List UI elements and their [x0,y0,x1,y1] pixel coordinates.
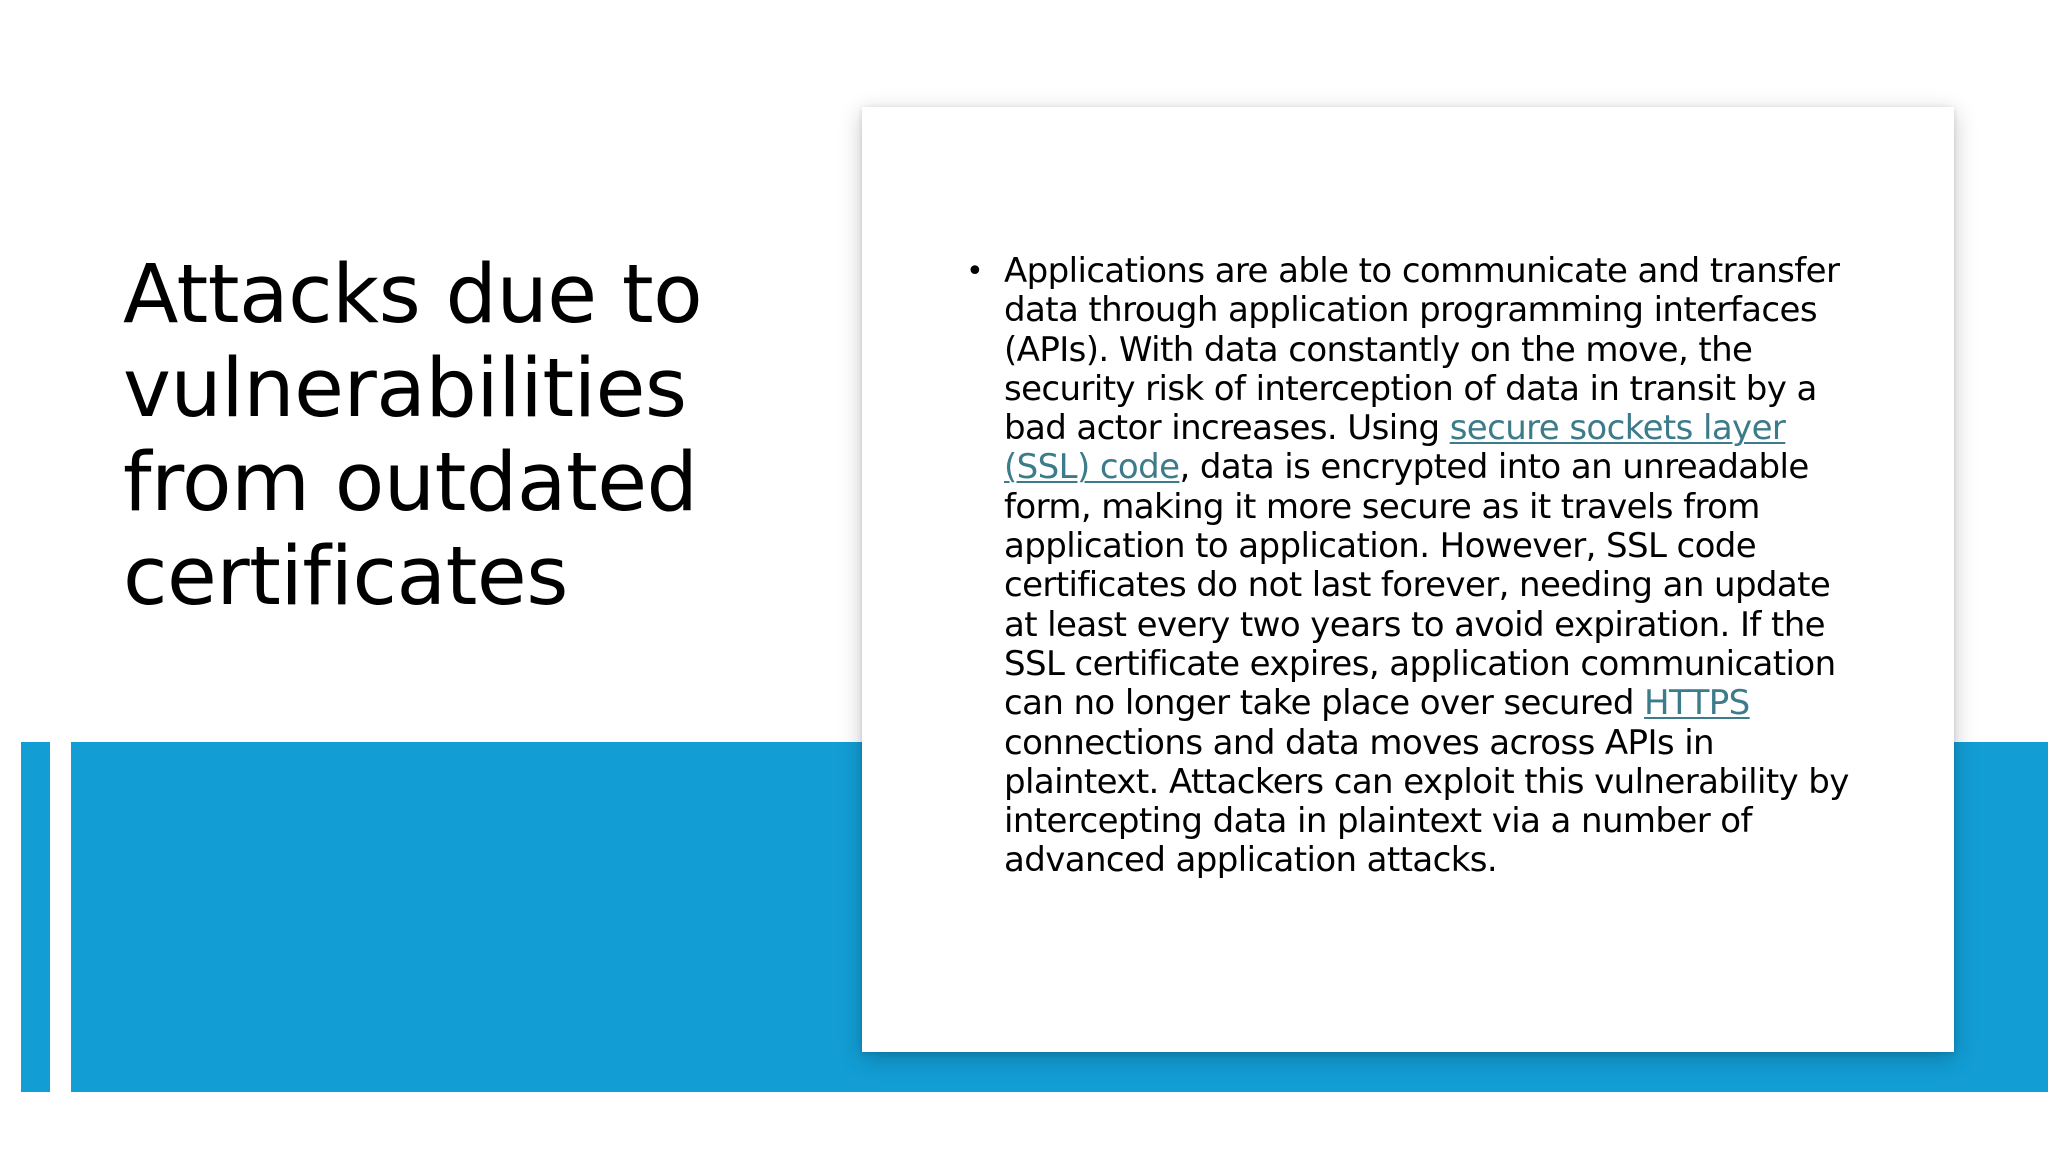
slide-title: Attacks due to vulnerabilities from outdated certificates [123,248,703,624]
bullet-list [966,251,1864,881]
accent-bar-thin [21,742,50,1092]
ssl-code-link[interactable]: secure sockets layer (SSL) code [1004,408,1786,488]
bullet-text-part-2: , data is encrypted into an unreadable form, making it more secure as it travels from application to application. However, SSL code certificates do not last forever, needing an update at least every two years to avoid expiration. If the SSL certificate expires, application communication can no longer take place over secured [1004,447,1836,724]
https-link[interactable]: HTTPS [1644,683,1750,724]
bullet-item [966,251,1864,881]
bullet-dot-icon: • [966,254,984,289]
bullet-text-part-1: Applications are able to communicate and transfer data through application programming interfaces (APIs). With data constantly on the move, the security risk of interception of data in transit by a bad actor increases. Using [1004,251,1840,449]
bullet-text-part-3: connections and data moves across APIs in plaintext. Attackers can exploit this vulnerability by intercepting data in plaintext via a number of advanced application attacks. [1004,722,1849,881]
